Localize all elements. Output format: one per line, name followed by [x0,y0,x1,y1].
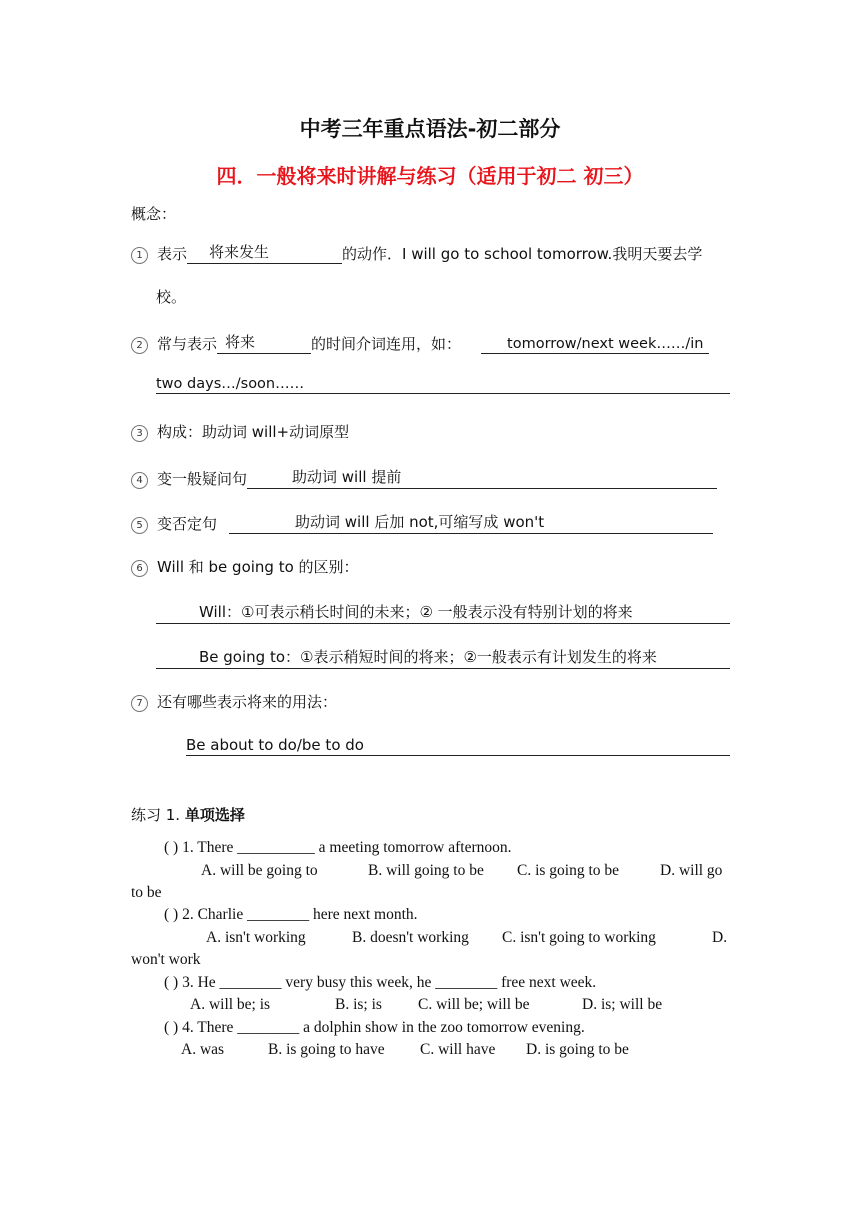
exercise-number: 练习 1. [131,806,185,824]
answer-blank: 助动词 will 提前 [247,466,717,489]
question-4-option-c: C. will have [420,1041,496,1058]
item-text: 表示 [157,245,188,263]
circled-number: 1 [131,247,148,264]
circled-number: 4 [131,472,148,489]
answer-blank: 将来发生 [187,241,342,264]
question-4-option-b: B. is going to have [268,1041,385,1058]
question-2-option-d-wrap: won't work [131,951,201,968]
answer-blank: 助动词 will 后加 not,可缩写成 won't [229,511,713,534]
exercise-label [131,804,245,825]
concept-item-5 [131,511,713,534]
section-title: 四．一般将来时讲解与练习（适用于初二 初三） [216,164,644,188]
circled-number: 2 [131,337,148,354]
question-1-option-a: A. will be going to [201,862,318,879]
circled-number: 3 [131,425,148,442]
question-2-option-a: A. isn't working [206,929,306,946]
question-4-option-d: D. is going to be [526,1041,629,1058]
item-text: 变一般疑问句 [157,470,248,488]
question-3-option-b: B. is; is [335,996,382,1013]
question-3-option-a: A. will be; is [190,996,271,1013]
item-text: 的时间介词连用，如： [311,335,462,353]
question-4-stem: ( ) 4. There ________ a dolphin show in the zoo tomorrow evening. [164,1019,585,1036]
concept-label: 概念： [131,205,177,223]
question-2-stem: ( ) 2. Charlie ________ here next month. [164,906,418,923]
item-text: 的动作．I will go to school tomorrow.我明天要去学 [342,245,703,263]
concept-item-4 [131,466,717,489]
question-3-stem: ( ) 3. He ________ very busy this week, he ________ free next week. [164,974,597,991]
question-1-option-d: D. will go [660,862,723,879]
going-to-difference-line: Be going to：①表示稍短时间的将来；②一般表示有计划发生的将来 [156,646,730,669]
question-4-option-a: A. was [181,1041,225,1058]
question-2-option-d: D. [712,929,728,946]
item-text: 常与表示 [157,335,218,353]
item-continuation: two days…/soon…… [156,376,730,394]
item-text: 变否定句 [157,515,218,533]
item-text: Will 和 be going to 的区别： [157,558,359,576]
question-1-stem: ( ) 1. There __________ a meeting tomorrow afternoon. [164,839,512,856]
concept-item-2 [131,331,709,354]
question-1-option-d-wrap: to be [131,884,162,901]
concept-item-3 [131,421,349,442]
question-1-option-b: B. will going to be [368,862,484,879]
concept-item-6 [131,556,359,577]
question-3-option-d: D. is; will be [582,996,663,1013]
item-text: 还有哪些表示将来的用法： [157,693,338,711]
answer-blank: 将来 [217,331,311,354]
item-text: 构成：助动词 will+动词原型 [157,423,350,441]
exercise-type: 单项选择 [184,806,245,824]
circled-number: 7 [131,695,148,712]
circled-number: 6 [131,560,148,577]
question-3-option-c: C. will be; will be [418,996,530,1013]
concept-item-1 [131,241,702,264]
item-continuation: 校。 [156,288,187,306]
answer-blank: tomorrow/next week……/in [481,336,709,354]
question-2-option-b: B. doesn't working [352,929,469,946]
will-difference-line: Will：①可表示稍长时间的未来；② 一般表示没有特别计划的将来 [156,601,730,624]
concept-item-7 [131,691,337,712]
question-1-option-c: C. is going to be [517,862,620,879]
question-2-option-c: C. isn't going to working [502,929,656,946]
circled-number: 5 [131,517,148,534]
other-usage-line: Be about to do/be to do [186,736,730,756]
page-title: 中考三年重点语法-初二部分 [299,117,561,141]
